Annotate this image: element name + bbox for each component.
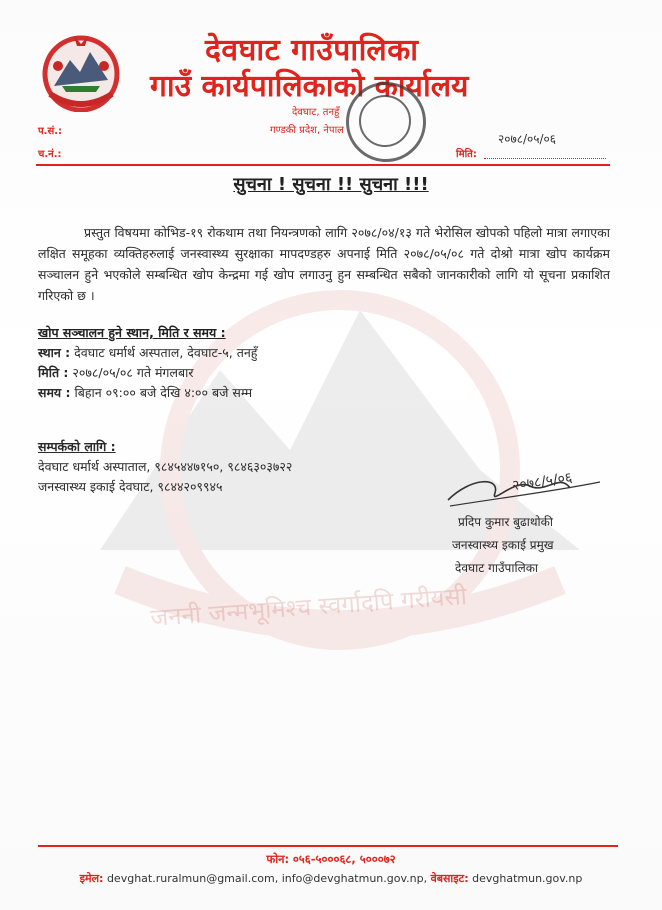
date-label: मिति: — [456, 149, 477, 160]
contact-hospital: देवघाट धर्मार्थ अस्पाताल, ९८४५४४७१५०, ९८४६३०३७२२ — [38, 459, 293, 474]
municipality-title: देवघाट गाउँपालिका — [205, 33, 419, 68]
email-label: इमेल: — [79, 872, 104, 885]
signatory-name: प्रदिप कुमार बुढाथोकी — [458, 515, 553, 529]
contact-heading: सम्पर्कको लागि : — [38, 439, 116, 454]
place-value: देवघाट धर्मार्थ अस्पताल, देवघाट-५, तनहुँ — [74, 345, 258, 360]
address-province: गण्डकी प्रदेश, नेपाल — [270, 125, 344, 136]
footer-phone — [0, 852, 662, 867]
schedule-date — [38, 364, 193, 381]
signatory-office: देवघाट गाउँपालिका — [455, 561, 539, 575]
time-value: बिहान ०९:०० बजे देखि ४:०० बजे सम्म — [74, 385, 253, 400]
date-dotted-line — [484, 158, 606, 159]
reference-number-label: प.सं.: — [38, 126, 63, 137]
phone-label: फोन: — [266, 852, 290, 866]
email-value[interactable]: devghat.ruralmun@gmail.com, info@devghatmun.gov.np, — [106, 872, 428, 885]
address-district: देवघाट, तनहुँ — [292, 107, 340, 118]
contact-health-unit: जनस्वास्थ्य इकाई देवघाट, ९८४४२०९९४५ — [38, 479, 223, 494]
footer-contact — [0, 871, 662, 886]
date-row-label: मिति : — [38, 365, 69, 380]
header-divider — [36, 164, 610, 166]
website-label: वेबसाइट: — [430, 872, 469, 885]
watermark-motto: जननी जन्मभूमिश्च स्वर्गादपि गरीयसी — [149, 581, 468, 633]
nepal-emblem-logo — [40, 30, 122, 112]
schedule-place — [38, 344, 257, 361]
schedule-heading: खोप सञ्चालन हुने स्थान, मिति र समय : — [38, 325, 226, 340]
time-label: समय : — [38, 385, 71, 400]
notice-heading: सुचना ! सुचना !! सुचना !!! — [233, 174, 429, 195]
footer-divider — [38, 845, 618, 847]
date-row-value: २०७८/०५/०८ गते मंगलबार — [72, 365, 194, 380]
place-label: स्थान : — [38, 345, 71, 360]
handwritten-date: २०७८/०५/०६ — [498, 132, 557, 146]
website-value[interactable]: devghatmun.gov.np — [472, 872, 583, 885]
signatory-title: जनस्वास्थ्य इकाई प्रमुख — [452, 538, 554, 552]
office-title: गाउँ कार्यपालिकाको कार्यालय — [150, 69, 469, 104]
notice-body: प्रस्तुत विषयमा कोभिड-१९ रोकथाम तथा नियन्त्रणको लागि २०७८/०४/१३ गते भेरोसिल खोपको पहिलो मात्रा लगाएका लक्षित समूहका व्यक्तिहरुलाई जनस्वास्थ्य सुरक्षाका मापदण्डहरु अपनाई मिति २०७८/०५/०८ गते दोश्रो मात्रा खोप कार्यक्रम सञ्चालन हुने भएकोले सम्बन्धित खोप केन्द्रमा गई खोप लगाउनु हुन सम्बन्धित सबैको जानकारीको लागि यो सूचना प्रकाशित गरिएको छ । — [38, 225, 610, 303]
signature-date: २०७८/५/०६ — [511, 469, 574, 495]
dispatch-number-label: च.नं.: — [38, 149, 62, 160]
phone-value: ०५६-५०००६८, ५०००७२ — [292, 852, 396, 866]
office-stamp — [346, 82, 426, 162]
schedule-time — [38, 384, 252, 401]
